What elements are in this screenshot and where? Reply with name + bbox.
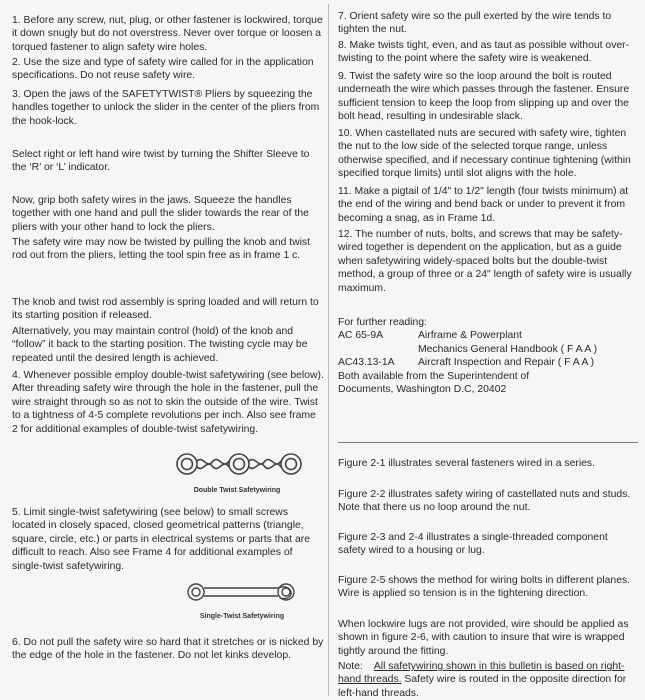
lockwire-lugs-note: When lockwire lugs are not provided, wire should be applied as shown in figure 2-6, with caution to insure that wire is wrapped tightly around the fitting. [338,619,629,657]
instruction-6: 6. Do not pull the safety wire so hard that it stretches or is nicked by the edge of the hole in the fastener. Do not let kinks develop. [12,637,324,662]
shifter-sleeve-paragraph: Select right or left hand wire twist by turning the Shifter Sleeve to the ‘R’ or ‘L’ indicator. [12,149,310,174]
single-twist-caption: Single-Twist Safetywiring [199,613,285,621]
instruction-8: 8. Make twists tight, even, and as taut as possible without over-twisting to the point where the safety wire is weakened. [338,40,630,65]
twist-wire-paragraph: The safety wire may now be twisted by pulling the knob and twist rod out from the pliers, letting the tool spin free as in frame 1 c. [12,237,311,262]
instruction-7: 7. Orient safety wire so the pull exerted by the wire tends to tighten the nut. [338,11,612,36]
spring-loaded-paragraph: The knob and twist rod assembly is spring loaded and will return to its starting position if released. [12,297,319,322]
reference-title: Mechanics General Handbook ( F A A ) [418,343,598,355]
further-reading [338,316,638,396]
figure-2-1-note: Figure 2-1 illustrates several fasteners wired in a series. [338,458,595,469]
note-underlined-text: All safetywiring shown in this bulletin is based on right-hand threads. [338,661,625,686]
instruction-4: 4. Whenever possible employ double-twist safetywiring (see below). After threading safety wire through the hole in the fastener, pull the wire straight through so as not to skin the outside of the wire. Twist to a tightness of 4-5 complete revolutions per inch. Also see frame 2 for additional examples of double-twist safetywiring. [12,370,324,435]
double-twist-caption: Double Twist Safetywiring [193,487,281,495]
figure-2-3-note: Figure 2-3 and 2-4 illustrates a single-threaded component safety wired to a housing or lug. [338,532,608,557]
alternative-control-paragraph: Alternatively, you may maintain control (hold) of the knob and “follow” it back to the starting position. The twisting cycle may be repeated until the desired length is achieved. [12,326,308,364]
figure-2-5-note: Figure 2-5 shows the method for wiring bolts in different planes. Wire is applied so tension is in the tightening direction. [338,575,631,600]
instruction-1: 1. Before any screw, nut, plug, or other fastener is lockwired, torque it down snugly but do not overstress. Never over torque or loosen a torqued fastener to align safety wire holes. [12,15,323,53]
single-twist-figure [182,576,302,621]
reference-title: Aircraft Inspection and Repair ( F A A ) [418,357,595,369]
single-twist-illustration [182,576,302,608]
reference-code: AC43.13-1A [338,357,395,369]
instruction-10: 10. When castellated nuts are secured with safety wire, tighten the nut to the low side of the selected torque range, unless otherwise specified, and if necessary continue tightening (within specified torque limits) until slot aligns with the hole. [338,128,631,180]
reference-row [338,329,597,342]
reference-code: AC 65-9A [338,330,384,342]
double-twist-figure [167,448,307,495]
note-text: Safety wire is routed in the opposite direction for left-hand threads. [338,674,627,699]
instruction-3: 3. Open the jaws of the SAFETYTWIST® Pliers by squeezing the handles together to unlock the slider in the center of the pliers from the hook-lock. [12,89,320,127]
reference-row [338,356,597,369]
note-label: Note: [338,661,363,672]
availability-line: Documents, Washington D.C, 20402 [338,384,507,396]
instruction-5: 5. Limit single-twist safetywiring (see below) to small screws located in closely spaced, closed geometrical patterns (triangle, square, circle, etc.) or parts in electrical systems or parts that are difficult to reach. Also see Frame 4 for additional examples of single-twist safetywiring. [12,507,310,572]
further-reading-heading: For further reading: [338,317,427,328]
figure-2-2-note: Figure 2-2 illustrates safety wiring of castellated nuts and studs. Note that there us no loop around the nut. [338,489,631,514]
grip-wires-paragraph: Now, grip both safety wires in the jaws. Squeeze the handles together with one hand and pull the slider towards the rear of the pliers with your other hand to lock the pliers. [12,195,309,233]
instruction-11: 11. Make a pigtail of 1/4" to 1/2" length (four twists minimum) at the end of the wiring and bend back or under to prevent it from becoming a snag, as in Frame 1d. [338,186,629,224]
instruction-9: 9. Twist the safety wire so the loop around the bolt is routed underneath the wire which passes through the fastener. Ensure sufficient tension to keep the loop from slipping up and over the bolt head, resulting in undesirable slack. [338,71,630,123]
availability-line: Both available from the Superintendent of [338,370,530,382]
reference-row [338,343,597,356]
instruction-12: 12. The number of nuts, bolts, and screws that may be safety-wired together is dependent on the application, but as a guide when safetywiring widely-spaced bolts but the double-twist method, a group of three or a 24" length of safety wire is usually maximum. [338,229,632,294]
double-twist-illustration [167,448,307,482]
instruction-2: 2. Use the size and type of safety wire called for in the application specifications. Do not reuse safety wire. [12,57,314,82]
reference-title: Airframe & Powerplant [418,330,522,342]
section-divider [338,442,638,443]
column-divider [328,4,329,696]
right-hand-threads-note [338,660,630,700]
reference-list [338,329,597,369]
